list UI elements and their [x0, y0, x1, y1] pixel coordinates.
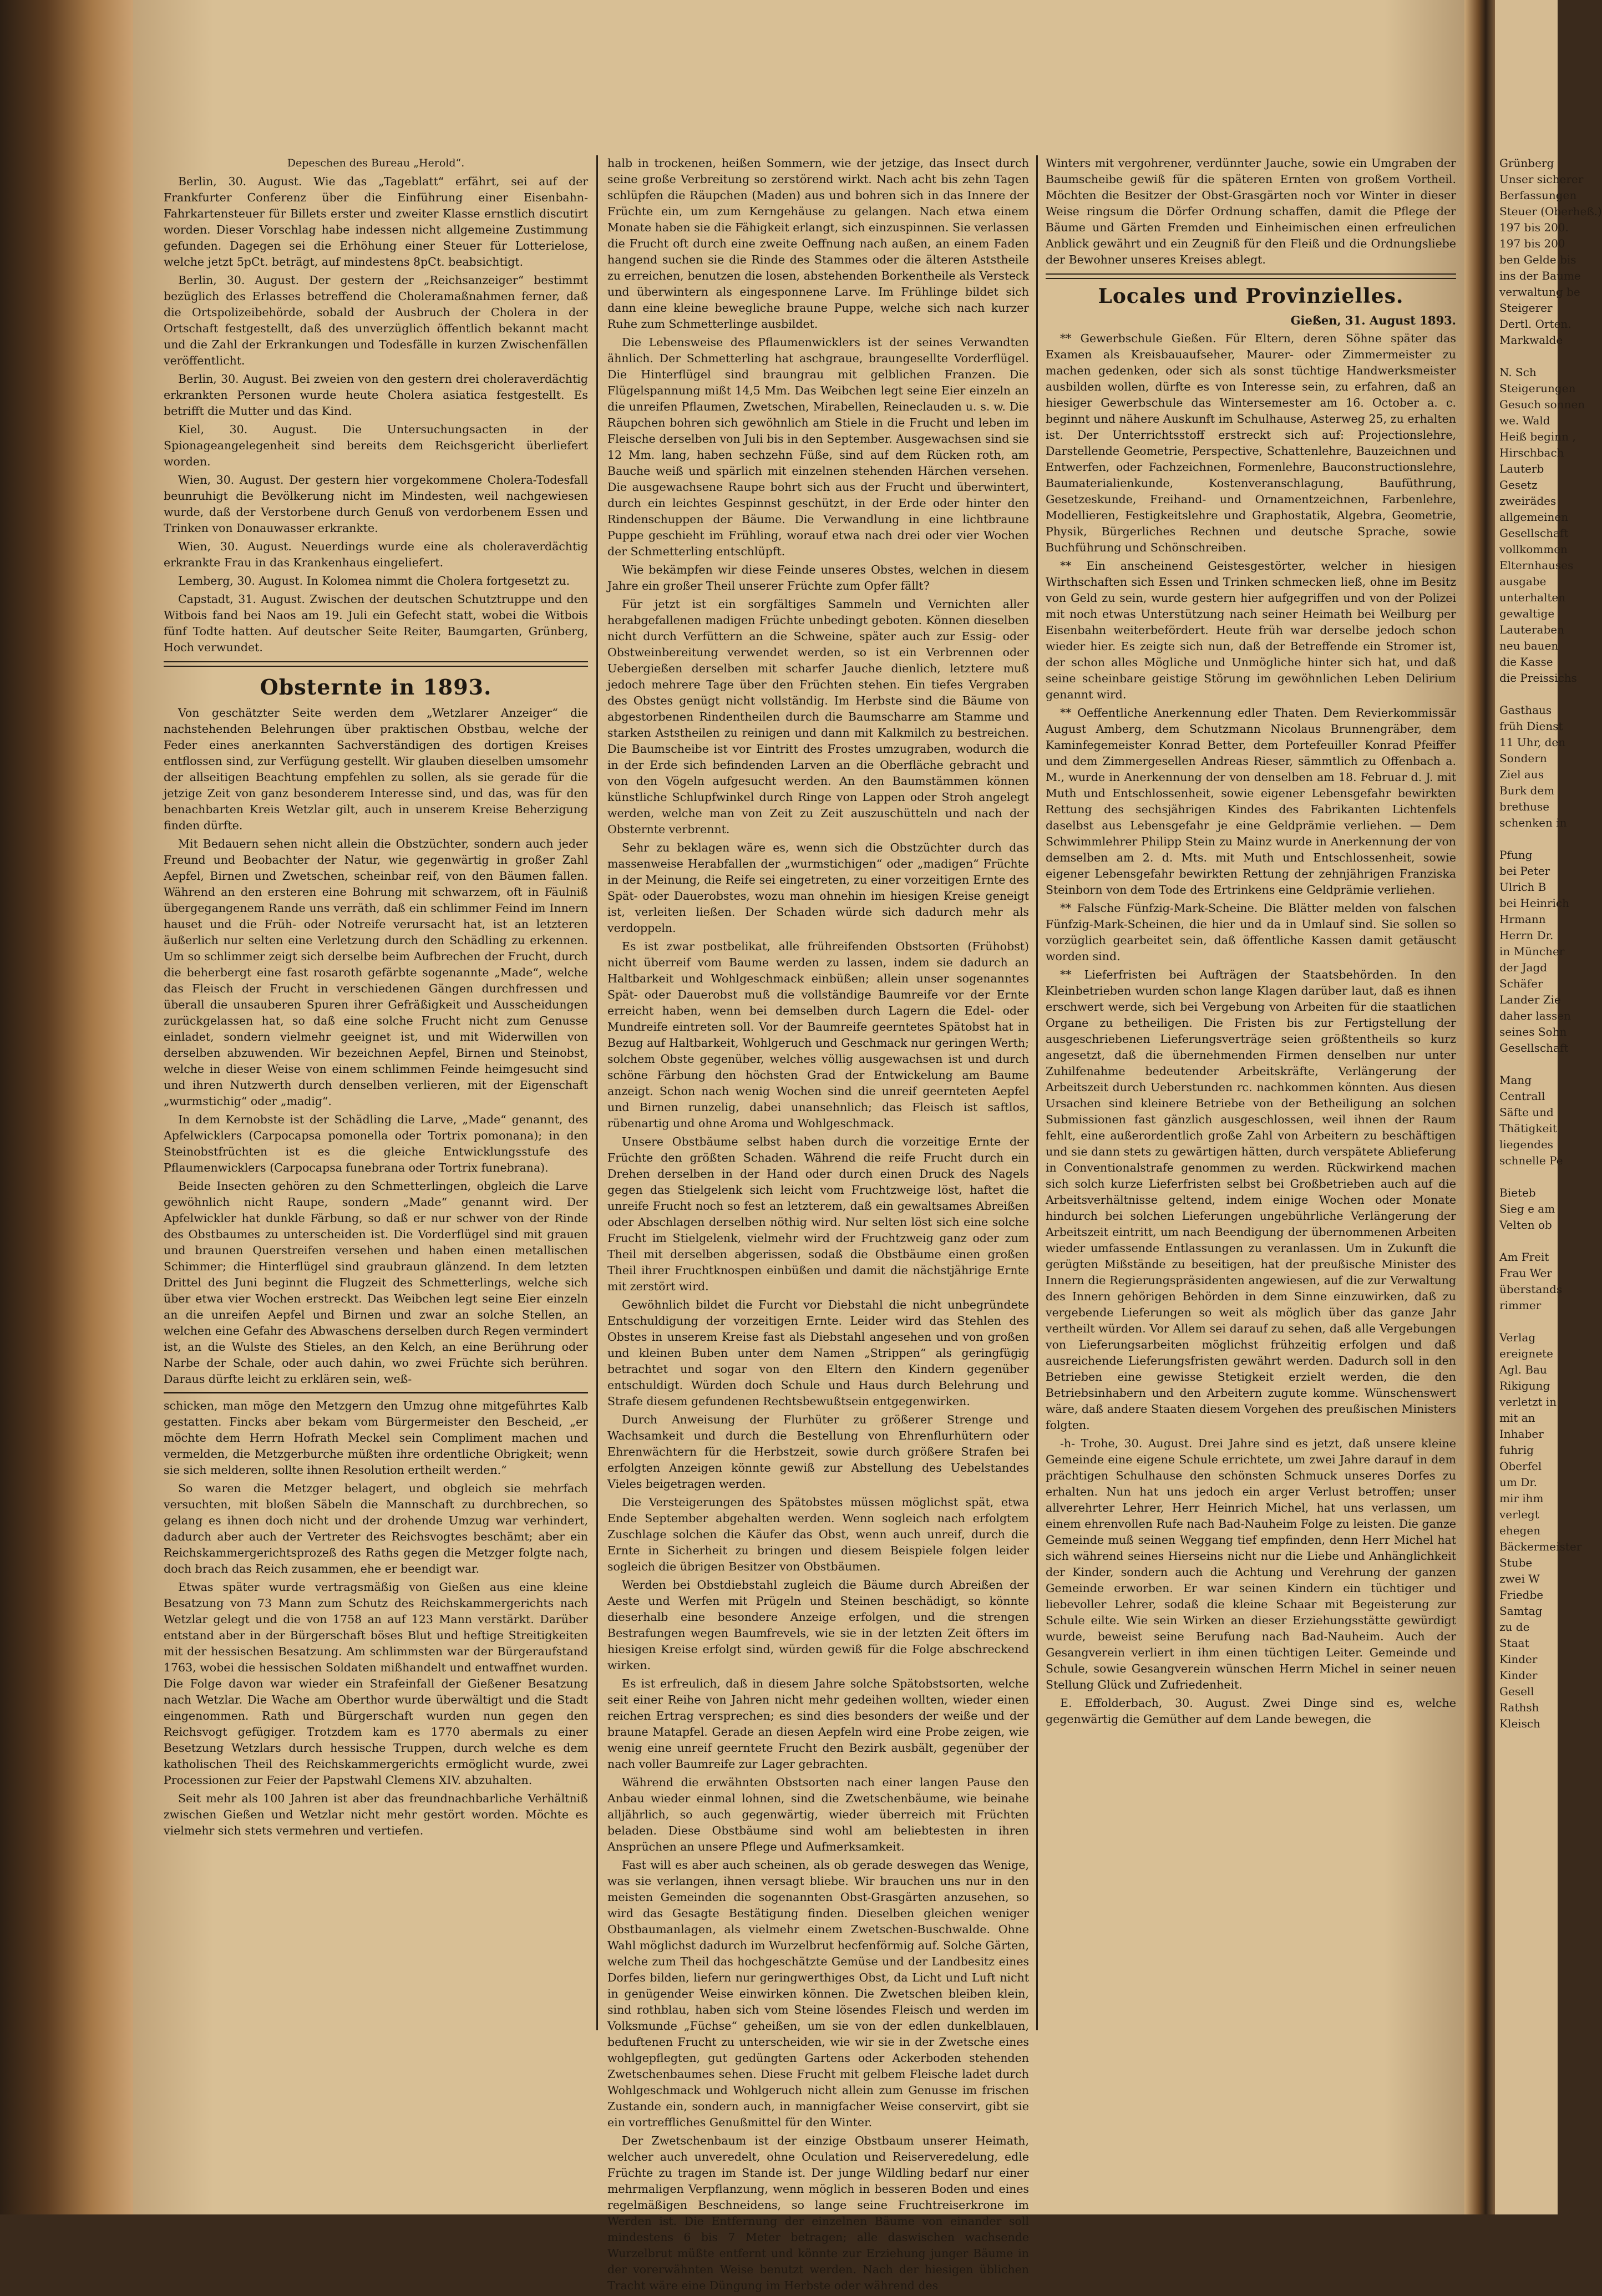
adjacent-page-line: Markwalde	[1499, 333, 1563, 347]
adjacent-page-line: 11 Uhr, den	[1499, 736, 1566, 749]
adjacent-page-line: Elternhauses	[1499, 559, 1574, 572]
news-item-gewerbschule: ** Gewerbschule Gießen. Für Eltern, deren Söhne später das Examen als Kreisbauaufseher, Maurer- oder Zimmermeister zu machen gedenken, oder sich als sonst tüchtige Handwerksmeister ausbilden wollen, dürfte es von Interesse sein, zu erfahren, daß an hiesiger Gewerbschule das Wintersemester am 16. October a. c. beginnt und nähere Auskunft im Schulhause, Asterweg 25, zu erhalten ist. Der Unterrichtsstoff erstreckt sich auf: Projectionslehre, Darstellende Geometrie, Perspective, Schattenlehre, Bauzeichnen und Entwerfen, oder Fachzeichnen, Formenlehre, Bauconstructionslehre, Baumaterialienkunde, Kostenveranschlagung, Baufüthrung, Gesetzeskunde, Freihand- und Ornamentzeichnen, Farbenlehre, Modellieren, Festigkeitslehre und Graphostatik, Algebra, Geometrie, Physik, Bürgerliches Rechnen und deutsche Sprache, sowie Buchführung und Schönschreiben.	[1046, 332, 1456, 554]
adjacent-page-line: Gesell	[1499, 1685, 1534, 1698]
adjacent-page-line: verwaltung be	[1499, 285, 1580, 298]
adjacent-page-line: Lander Zie	[1499, 993, 1561, 1006]
article-paragraph: Fast will es aber auch scheinen, als ob gerade deswegen das Wenige, was sie verlangen, ihnen versagt bliebe. Wir brauchen uns nur in den meisten Gemeinden die sogenannten Obst-Grasgärten anzusehen, so wird das Gesagte Bestätigung finden. Dieselben gleichen weniger Obstbaumanlagen, als vielmehr einem Zwetschen-Buschwalde. Ohne Wahl möglichst dadurch im Wurzelbrut hecfenförmig auf. Solche Gärten, welche zum Theil das hochgeschätzte Gemüse und der Landbesitz eines Dorfes bilden, liefern nur geringwerthiges Obst, da Licht und Luft nicht in genügender Weise einwirken können. Die Zwetschen bleiben klein, sind rothblau, haben sich vom Steine lösendes Fleisch und werden im Volksmunde „Füchse“ geheißen, um sie von der edlen dunkelblauen, beduftenen Frucht zu unterscheiden, wie wir sie in der Zwetsche eines wohlgepflegten, gut gedüngten Gartens oder Ackerboden stehenden Zwetschenbaumes sehen. Diese Frucht mit gelbem Fleische ladet durch Wohlgeschmack und Wohlgeruch nicht allein zum Genusse im frischen Zustande ein, sondern auch, in mannigfacher Weise conservirt, gibt sie ein vortreffliches Genußmittel für den Winter.	[607, 1858, 1029, 2129]
adjacent-page-line: ins der Baume	[1499, 269, 1581, 282]
article-paragraph: In dem Kernobste ist der Schädling die Larve, „Made“ genannt, des Apfelwicklers (Carpocapsa pomonella oder Tortrix pomonana); in den Steinobstfrüchten ist es die gleiche Entwicklungsstufe des Pflaumenwicklers (Carpocapsa funebrana oder Tortrix funebrana).	[164, 1113, 588, 1174]
article-paragraph: Die Lebensweise des Pflaumenwicklers ist der seines Verwandten ähnlich. Der Schmetterling hat aschgraue, braungesellte Vorderflügel. Die Hinterflügel sind braungrau mit gelblichen Franzen. Die Flügelspannung mißt 14,5 Mm. Das Weibchen legt seine Eier einzeln an die unreifen Pflaumen, Zwetschen, Mirabellen, Reineclauden u. s. w. Die Räupchen bohren sich gewöhnlich am Stiele in die Frucht und leben im Fleische derselben von Juli bis in den September. Ausgewachsen sind sie 12 Mm. lang, haben sechzehn Füße, sind auf dem Rücken roth, am Bauche weiß und spärlich mit einzelnen stehenden Härchen versehen. Die ausgewachsene Raupe bohrt sich aus der Frucht und überwintert, durch ein leichtes Gespinnst geschützt, in der Erde oder hinter den Rindenschuppen der Bäume. Die Verwandlung in eine lichtbraune Puppe geschieht im Frühling, worauf etwa nach drei oder vier Wochen der Schmetterling entschlüpft.	[607, 336, 1029, 558]
adjacent-page-line: Pfung	[1499, 848, 1533, 861]
adjacent-page-line: Gasthaus	[1499, 703, 1552, 717]
adjacent-page-line: Gesellschaft	[1499, 526, 1569, 540]
adjacent-page-line: ausgabe	[1499, 575, 1547, 588]
adjacent-page-line: Steigerer	[1499, 301, 1553, 315]
article-paragraph: Für jetzt ist ein sorgfältiges Sammeln und Vernichten aller herabgefallenen madigen Früchte unbedingt geboten. Können dieselben nicht durch Verfüttern an die Schweine, später auch zur Essig- oder Obstweinbereitung verwendet werden, so ist ein Verbrennen oder Uebergießen derselben mit scharfer Jauche dienlich, letztere muß jedoch mehrere Tage über den Früchten stehen. Ein tiefes Vergraben des Obstes genügt nicht vollständig. Im Herbste sind die Bäume von abgestorbenen Rindentheilen durch die Baumscharre am Stamme und starken Aststheilen zu reinigen und dann mit Kalkmilch zu bestreichen. Die Baumscheibe ist vor Eintritt des Frostes umzugraben, wodurch die in der Erde sich befindenden Larven an die Oberfläche gebracht und von den Vögeln aufgesucht werden. An den Baumstämmen können künstliche Schlupfwinkel durch Ringe von Lappen oder Stroh angelegt werden, welche man von Zeit zu Zeit auszuschütteln und nach der Obsternte verbrennt.	[607, 597, 1029, 836]
adjacent-page-line: Verlag	[1499, 1331, 1536, 1344]
adjacent-page-line: N. Sch	[1499, 366, 1537, 379]
adjacent-page-line: Thätigkeit	[1499, 1122, 1557, 1135]
adjacent-page-line: schenken in	[1499, 816, 1567, 829]
feuilleton-paragraph: So waren die Metzger belagert, und obgleich sie mehrfach versuchten, mit bloßen Säbeln die Mannschaft zu durchbrechen, so gelang es ihnen doch nicht und der drohende Umzug war verhindert, dadurch aber auch der Vertreter des Reichsvogtes beschämt; aber ein Reichskammergerichtsprozeß des Raths gegen die Metzger folgte nach, doch brach das Reich zusammen, ehe er beendigt war.	[164, 1482, 588, 1575]
news-item-anerkennung: ** Oeffentliche Anerkennung edler Thaten. Dem Revierkommissär August Amberg, dem Schutzmann Nicolaus Brunnengräber, dem Kaminfegemeister Konrad Better, dem Portefeuiller Konrad Pfeiffer und dem Zimmergesellen Andreas Rieser, sämmtlich zu Offenbach a. M., wurde in Anerkennung der von denselben am 18. Februar d. J. mit Muth und Entschlossenheit, sowie eigener Lebensgefahr bewirkten Rettung des sechsjährigen Kindes des Fabrikanten Lichtenfels daselbst aus Lebensgefahr je eine Geldprämie verliehen. — Dem Schwimmlehrer Philipp Stein zu Mainz wurde in Anerkennung der von demselben am 2. d. Mts. mit Muth und Entschlossenheit, sowie eigener Lebensgefahr bewirkten Rettung der zehnjährigen Franziska Steinborn von dem Tode des Ertrinkens eine Geldprämie verliehen.	[1046, 706, 1456, 896]
adjacent-page-line: fuhrig	[1499, 1443, 1534, 1457]
adjacent-page-line: mir ihm	[1499, 1492, 1544, 1505]
telegram-kiel: Kiel, 30. August. Die Untersuchungsacten in der Spionageangelegenheit sind bereits dem Reichsgericht überliefert worden.	[164, 423, 588, 468]
article-paragraph: Durch Anweisung der Flurhüter zu größerer Strenge und Wachsamkeit und durch die Bestellung von Ehrenflurhütern oder Ehrenwächtern für die Herbstzeit, sowie durch größere Strafen bei erfolgten Anzeigen könnte gewiß zur Abstellung des Uebelstandes Vieles beigetragen werden.	[607, 1413, 1029, 1491]
adjacent-page-line: Unser sicherer	[1499, 173, 1584, 186]
column-rule-2	[1036, 155, 1038, 2030]
adjacent-page-line: Burk dem	[1499, 784, 1555, 797]
adjacent-page-line: Grünberg	[1499, 156, 1554, 170]
article-paragraph: Es ist erfreulich, daß in diesem Jahre solche Spätobstsorten, welche seit einer Reihe von Jahren nicht mehr gedeihen wollten, wieder einen reichen Ertrag versprechen; es sind dies besonders der weiße und der braune Matapfel. Gerade an diesen Aepfeln wird eine Probe zeigen, wie wenig eine unreif geerntete Frucht den Bezirk ausbält, gegenüber der nach voller Baumreife zur Lager gebrachten.	[607, 1677, 1029, 1771]
article-paragraph: Mit Bedauern sehen nicht allein die Obstzüchter, sondern auch jeder Freund und Beobachter der Natur, wie gegenwärtig in großer Zahl Aepfel, Birnen und Zwetschen, scheinbar reif, von den Bäumen fallen. Während an den ersteren eine Bohrung mit schwarzem, oft in Fäulniß übergegangenem Rande uns verräth, daß ein schlimmer Feind im Innern hauset und die Früh- oder Notreife verursacht hat, ist an letzteren äußerlich nur selten eine Verletzung durch den Schädling zu erkennen. Um so schlimmer zeigt sich derselbe beim Aufbrechen der Frucht, durch die beherbergt eine fast rosaroth gefärbte sogenannte „Made“, welche das Fleisch der Frucht in verschiedenen Gängen durchfressen und überall die unsauberen Spuren ihrer Gefräßigkeit und Ausscheidungen zurückgelassen hat, so daß eine solche Frucht nicht zum Genusse einladet, sondern vielmehr geeignet ist, und mit Widerwillen von derselben abzuwenden. Wir bezeichnen Aepfel, Birnen und Steinobst, welche in dieser Weise von einem schlimmen Feinde heimgesucht sind und ihren Nutzwerth durch denselben verlieren, mit der Eigenschaft „wurmstichig“ oder „madig“.	[164, 837, 588, 1108]
article-paragraph: Es ist zwar postbelikat, alle frühreifenden Obstsorten (Frühobst) nicht überreif vom Baume werden zu lassen, indem sie dadurch an Haltbarkeit und Wohlgeschmack einbüßen; allein unser sogenanntes Spät- oder Dauerobst muß die vollständige Baumreife vor der Ernte erreicht haben, wenn bei demselben durch Lagern die Edel- oder Mundreife eintreten soll. Vor der Baumreife geerntetes Spätobst hat in Bezug auf Haltbarkeit, Wohlgeruch und Geschmack nur geringen Werth; solchem Obste gegenüber, welches völlig ausgewachsen ist und durch schöne Färbung den höchsten Grad der Entwickelung am Baume anzeigt. Schon nach wenig Wochen sind die unreif geernteten Aepfel und Birnen runzelig, dabei unansehnlich; das Fleisch ist saftlos, rübenartig und ohne Aroma und Wohlgeschmack.	[607, 940, 1029, 1130]
adjacent-page-line: Friedbe	[1499, 1588, 1544, 1601]
adjacent-page-line: Herrn Dr.	[1499, 929, 1554, 942]
adjacent-page-line: Bäckermeister	[1499, 1540, 1582, 1553]
article-paragraph: halb in trockenen, heißen Sommern, wie der jetzige, das Insect durch seine große Verbreitung so zerstörend wirkt. Nach acht bis zehn Tagen schlüpfen die Räupchen (Maden) aus und bohren sich in das Innere der Früchte ein, um zum Kerngehäuse zu gelangen. Nach etwa einem Monate haben sie die Fähigkeit erlangt, sich einzuspinnen. Sie verlassen die Frucht oft durch eine zweite Oeffnung nach außen, an einem Faden hangend suchen sie die Rinde des Stammes oder die älteren Aststheile zu erreichen, benutzen die losen, abstehenden Borkentheile als Versteck und überwintern als eingesponnene Larve. Im Frühlinge bildet sich dann eine kleine bewegliche braune Puppe, welche sich nach kurzer Ruhe zum Schmetterlinge ausbildet.	[607, 156, 1029, 331]
adjacent-page-line: Gesellschaft	[1499, 1041, 1569, 1055]
article-heading-obsternte: Obsternte in 1893.	[260, 675, 492, 700]
adjacent-page-line: früh Dienst	[1499, 719, 1563, 733]
adjacent-page-line: 197 bis 200.	[1499, 221, 1569, 234]
section-divider	[1046, 273, 1456, 279]
adjacent-page-line: Berfassungen	[1499, 189, 1577, 202]
adjacent-page-line: Steigerungen	[1499, 382, 1576, 395]
adjacent-page-line: Rikigung	[1499, 1379, 1550, 1392]
feuilleton-divider	[164, 1392, 588, 1393]
adjacent-page-line	[1499, 348, 1558, 364]
adjacent-page-line: bei Peter	[1499, 864, 1550, 878]
adjacent-page-line: Sieg e am	[1499, 1202, 1555, 1215]
adjacent-page-line: die Preissichs	[1499, 671, 1577, 685]
news-item-trohe: -h- Trohe, 30. August. Drei Jahre sind es jetzt, daß unsere kleine Gemeinde eine eigene Schule errichtete, um zwei Jahre darauf in dem prächtigen Schulhause den schönsten Schmuck unseres Dorfes zu erhalten. Nun hat uns jedoch ein arger Verlust betroffen; unser allverehrter Lehrer, Herr Heinrich Michel, hat uns verlassen, um einem ehrenvollen Rufe nach Bad-Nauheim Folge zu leisten. Die ganze Gemeinde muß seinen Weggang tief empfinden, denn Herr Michel hat sich während seines Hierseins nicht nur die Liebe und Anhänglichkeit der Kinder, sondern auch die Achtung und Verehrung der ganzen Gemeinde erworben. Er war seinen Kindern ein tüchtiger und liebevoller Lehrer, sodaß die kleine Schaar mit Begeisterung zur Schule eilte. Wie sein Wirken an dieser Erziehungsstätte gewürdigt wurde, beweist seine Berufung nach Bad-Nauheim. Auch der Gesangverein verliert in ihm einen tüchtigen Leiter. Gemeinde und Schule, sowie Gesangverein wünschen Herrn Michel in seiner neuen Stellung Glück und Zufriedenheit.	[1046, 1437, 1456, 1691]
adjacent-page-line: der Jagd	[1499, 961, 1548, 974]
article-paragraph: Werden bei Obstdiebstahl zugleich die Bäume durch Abreißen der Aeste und Werfen mit Prügeln und Steinen beschädigt, so könnte dieserhalb eine besondere Anzeige erfolgen, und die strengen Bestrafungen wegen Baumfrevels, wie sie in der letzten Zeit öfters im hiesigen Kreise erfolgt sind, würden gewiß für die Folge abschreckend wirken.	[607, 1578, 1029, 1672]
adjacent-page-line	[1499, 686, 1558, 702]
adjacent-page-line: Ulrich B	[1499, 880, 1547, 894]
adjacent-page-line: um Dr.	[1499, 1476, 1537, 1489]
adjacent-page-line: Inhaber	[1499, 1427, 1544, 1441]
adjacent-page-line: Bieteb	[1499, 1186, 1536, 1199]
adjacent-page-line: Lauterb	[1499, 462, 1544, 475]
adjacent-page-line: Gesetz	[1499, 478, 1538, 491]
adjacent-page-line	[1499, 1314, 1558, 1330]
telegram-berlin-1: Berlin, 30. August. Wie das „Tageblatt“ erfährt, sei auf der Frankfurter Conferenz über die Einführung einer Eisenbahn-Fahrkartensteuer für Billets erster und zweiter Klasse ernstlich discutirt worden. Dieser Vorschlag habe indessen nicht allgemeine Zustimmung gefunden. Dagegen sei die Erhöhung einer Steuer für Lotterielose, welche jetzt 5pCt. beträgt, auf mindestens 8pCt. beabsichtigt.	[164, 175, 588, 268]
adjacent-page-line: zweirädes	[1499, 494, 1557, 508]
adjacent-page-line: Hrmann	[1499, 913, 1546, 926]
column-rule-1	[596, 155, 598, 2030]
article-paragraph: Der Zwetschenbaum ist der einzige Obstbaum unserer Heimath, welcher auch unveredelt, ohne Oculation und Reiserveredelung, edle Früchte zu tragen im Stande ist. Der junge Wildling bedarf nur einer mehrmaligen Verpflanzung, wenn möglich in besseren Boden und eines regelmäßigen Beschneidens, so lange seine Fruchtreiserkrone im Werden ist. Die Entfernung der einzelnen Bäume von einander soll mindestens 6 bis 7 Meter betragen; alle daswischen wachsende Wurzelbrut müßte entfernt und könnte zur Erziehung junger Bäume in der vorerwähnten Weise benutzt werden. Nach der hiesigen üblichen Tracht wäre eine Düngung im Herbste oder während des	[607, 2134, 1029, 2292]
adjacent-page-line: ben Gelde bis	[1499, 253, 1576, 266]
adjacent-page-line: verlegt	[1499, 1508, 1539, 1521]
column-1	[164, 155, 588, 1841]
adjacent-page-line: in Müncher	[1499, 945, 1565, 958]
telegram-berlin-3: Berlin, 30. August. Bei zweien von den gestern drei choleraverdächtig erkrankten Personen wurde heute Cholera asiatica festgestellt. Es betrifft die Mutter und das Kind.	[164, 372, 588, 418]
telegram-kicker: Depeschen des Bureau „Herold“.	[287, 157, 465, 169]
adjacent-page-line: Kinder	[1499, 1669, 1538, 1682]
feuilleton-paragraph: schicken, man möge den Metzgern den Umzug ohne mitgeführtes Kalb gestatten. Fincks aber bekam vom Bürgermeister den Bescheid, „er möchte dem Herrn Hofrath Meckel sein Compliment machen und vermelden, die Metzgerburche müßten ihre ordentliche Obrigkeit; wenn sie sich melderen, sollte ihnen Resolution ertheilt werden.“	[164, 1399, 588, 1477]
adjacent-page-line: Rathsh	[1499, 1701, 1539, 1714]
feuilleton-paragraph: Seit mehr als 100 Jahren ist aber das freundnachbarliche Verhältniß zwischen Gießen und Wetzlar nicht mehr gestört worden. Möchte es vielmehr sich stets vermehren und vertiefen.	[164, 1792, 588, 1837]
adjacent-page-line	[1499, 1169, 1558, 1185]
telegram-wien-1: Wien, 30. August. Der gestern hier vorgekommene Cholera-Todesfall beunruhigt die Bevölkerung nicht im Mindesten, weil nachgewiesen wurde, daß der Verstorbene durch Genuß von verdorbenem Essen und Trinken von Donauwasser erkrankte.	[164, 473, 588, 535]
adjacent-page-line: Lauteraben	[1499, 623, 1564, 636]
adjacent-page-line	[1499, 1233, 1558, 1249]
adjacent-page-line: zu de	[1499, 1620, 1530, 1634]
article-paragraph: Die Versteigerungen des Spätobstes müssen möglichst spät, etwa Ende September abgehalten werden. Wenn sogleich nach erfolgtem Zuschlage solchen die Käufer das Obst, wenn auch unreif, durch die Ernte in Sicherheit zu bringen und diesem Beispiele folgen leider sogleich die übrigen Besitzer von Obstbäumen.	[607, 1496, 1029, 1573]
column-3	[1046, 155, 1456, 1730]
adjacent-page-line: Frau Wer	[1499, 1266, 1552, 1280]
adjacent-page-line: Velten ob	[1499, 1218, 1552, 1231]
adjacent-page-line	[1499, 1056, 1558, 1072]
adjacent-page-line: Oberfel	[1499, 1459, 1542, 1473]
adjacent-page-line: 197 bis 200	[1499, 237, 1565, 250]
adjacent-page-line: liegendes	[1499, 1138, 1554, 1151]
telegram-capstadt: Capstadt, 31. August. Zwischen der deutschen Schutztruppe und den Witbois fand bei Naos am 19. Juli ein Gefecht statt, wobei die Witbois fünf Todte hatten. Auf deutscher Seite Reiter, Baumgarten, Grünberg, Hoch verwundet.	[164, 592, 588, 654]
adjacent-page-line: neu bauen	[1499, 639, 1559, 652]
adjacent-page-line: Gesuch sonnen	[1499, 398, 1585, 411]
adjacent-page-line: Kinder	[1499, 1653, 1538, 1666]
telegram-wien-2: Wien, 30. August. Neuerdings wurde eine als choleraverdächtig erkrankte Frau in das Krankenhaus eingeliefert.	[164, 540, 588, 569]
book-gutter	[1464, 0, 1495, 2214]
news-item-effolderbach: E. Effolderbach, 30. August. Zwei Dinge sind es, welche gegenwärtig die Gemüther auf dem Lande bewegen, die	[1046, 1696, 1456, 1726]
adjacent-page-line: allgemeinen	[1499, 510, 1569, 524]
adjacent-page-line: Säfte und	[1499, 1106, 1554, 1119]
article-paragraph: Unsere Obstbäume selbst haben durch die vorzeitige Ernte der Früchte den größten Schaden. Während die reife Frucht durch ein Drehen derselben in der Hand oder durch einen Druck des Nagels gegen das Stielgelenk sich leicht vom Fruchtzweige löst, haftet die unreife Frucht noch so fest an letzterem, daß ein gewaltsames Abreißen oder Abschlagen derselben nöthig wird. Nur selten löst sich eine solche Frucht im Stielgelenk, vielmehr wird der Fruchtzweig ganz oder zum Theil mit derselben abgerissen, sodaß die Obstbäume einen großen Theil ihrer Fruchtknospen einbüßen und damit die nächstjährige Ernte mit zerstört wird.	[607, 1135, 1029, 1293]
adjacent-page-line: rimmer	[1499, 1299, 1542, 1312]
article-paragraph: Wie bekämpfen wir diese Feinde unseres Obstes, welchen in diesem Jahre ein großer Theil unserer Früchte zum Opfer fällt?	[607, 563, 1029, 592]
adjacent-page-line: Kleisch	[1499, 1717, 1540, 1730]
adjacent-page-line: mit an	[1499, 1411, 1535, 1425]
adjacent-page-line: vollkommen	[1499, 543, 1568, 556]
article-paragraph: Beide Insecten gehören zu den Schmetterlingen, obgleich die Larve gewöhnlich nicht Raupe, sondern „Made“ genannt wird. Der Apfelwickler hat dunkle Färbung, so daß er nur schwer von der Rinde des Obstbaumes zu unterscheiden ist. Die Vorderflügel sind mit grauen und braunen Querstreifen versehen und haben einen metallischen Schimmer; die Hinterflügel sind graubraun glänzend. In dem letzten Drittel des Juni beginnt die Flugzeit des Schmetterlings, welche sich über etwa vier Wochen erstreckt. Das Weibchen legt seine Eier einzeln an die unreifen Aepfel und Birnen und zwar an solche Stellen, an welchen eine Gefahr des Abwaschens derselben durch Regen vermindert ist, an die Wulste des Stieles, an den Kelch, an eine Berührung oder Narbe der Schale, oder auch dahin, wo zwei Früchte sich berühren. Daraus dürfte leicht zu erklären sein, weß-	[164, 1179, 588, 1386]
dateline: Gießen, 31. August 1893.	[1290, 313, 1456, 327]
article-paragraph: Winters mit vergohrener, verdünnter Jauche, sowie ein Umgraben der Baumscheibe gewiß für die späteren Ernten von großem Vortheil. Möchten die Besitzer der Obst-Grasgärten noch vor Winter in dieser Weise ringsum die Dörfer Ordnung schaffen, damit die Pflege der Bäume und Gärten Fremden und Einheimischen einen erfreulichen Anblick gewährt und ein Zeugniß für den Fleiß und die Ordnungsliebe der Bewohner unseres Kreises ablegt.	[1046, 156, 1456, 266]
adjacent-page-line: ereignete	[1499, 1347, 1554, 1360]
adjacent-page-line: Schäfer	[1499, 977, 1543, 990]
adjacent-page-line: brethuse	[1499, 800, 1550, 813]
section-divider	[164, 661, 588, 667]
adjacent-page-line: seines Sohn	[1499, 1025, 1567, 1038]
adjacent-page-line: Dertl. Orten.	[1499, 317, 1571, 331]
article-paragraph: Sehr zu beklagen wäre es, wenn sich die Obstzüchter durch das massenweise Herabfallen der „wurmstichigen“ oder „madigen“ Früchte in der Meinung, die Reife sei eingetreten, zu einer vorzeitigen Ernte des Spät- oder Dauerobstes, wozu man ohnehin im hiesigen Kreise geneigt ist, verleiten ließen. Der Schaden würde sich dadurch mehr als verdoppeln.	[607, 841, 1029, 935]
adjacent-page-line: Samtag	[1499, 1604, 1543, 1618]
article-paragraph: Während die erwähnten Obstsorten nach einer langen Pause den Anbau wieder einmal lohnen, sind die Zwetschenbäume, wie beinahe alljährlich, so auch gegenwärtig, wieder überreich mit Früchten beladen. Diese Obstbäume sind wohl am beliebtesten in ihren Ansprüchen an unsere Pflege und Aufmerksamkeit.	[607, 1776, 1029, 1853]
adjacent-page-line: die Kasse	[1499, 655, 1553, 668]
adjacent-page-line: Centrall	[1499, 1089, 1545, 1103]
article-paragraph: Von geschätzter Seite werden dem „Wetzlarer Anzeiger“ die nachstehenden Belehrungen über praktischen Obstbau, welche der Feder eines anerkannten Sachverständigen des dortigen Kreises entflossen sind, zur Verfügung gestellt. Wir glauben dieselben umsomehr der allseitigen Beachtung empfehlen zu sollen, als sie gerade für die jetzige Zeit von ganz besonderem Interesse sind, und das, was für den benachbarten Kreis Wetzlar gilt, auch in unserem Kreise Beherzigung finden dürfte.	[164, 706, 588, 832]
adjacent-page-line: Agl. Bau	[1499, 1363, 1547, 1376]
adjacent-page-text	[1495, 0, 1602, 1732]
adjacent-page-line: daher lassen	[1499, 1009, 1571, 1022]
adjacent-page-line: Heiß beginn ,	[1499, 430, 1576, 443]
adjacent-page-line: zwei W	[1499, 1572, 1540, 1585]
adjacent-page-line: Stube	[1499, 1556, 1533, 1569]
adjacent-page-line: we. Wald	[1499, 414, 1550, 427]
adjacent-page-line: ehegen	[1499, 1524, 1541, 1537]
adjacent-page-strip	[1495, 0, 1602, 2214]
adjacent-page-line: unterhalten	[1499, 591, 1566, 604]
telegram-berlin-2: Berlin, 30. August. Der gestern der „Reichsanzeiger“ bestimmt bezüglich des Erlasses betreffend die Choleramaßnahmen ferner, daß die Ortspolizeibehörde, sobald der Ausbruch der Cholera in der Ortschaft festgestellt, daß des unverzüglich öffentlich bekannt macht und die Zahl der Erkrankungen und Todesfälle in kurzen Zwischenfällen veröffentlicht.	[164, 273, 588, 367]
adjacent-page-line: Sondern	[1499, 752, 1547, 765]
adjacent-page-line: schnelle Pe	[1499, 1154, 1563, 1167]
news-item-geistesgestoerter: ** Ein anscheinend Geistesgestörter, welcher in hiesigen Wirthschaften sich Essen und Trinken schmecken ließ, ohne im Besitz von Geld zu sein, wurde gestern hier aufgegriffen und von der Polizei mit noch etwas Unterstützung nach seiner Heimath bei Weilburg per Eisenbahn weiterbefördert. Heute früh war derselbe jedoch schon wieder hier. Es zeigte sich nun, daß der Betreffende ein Stromer ist, der schon alles Mögliche und Unmögliche hinter sich hat, und daß seine scheinbare geistige Störung im gewöhnlichen Leben Delirium genannt wird.	[1046, 559, 1456, 701]
adjacent-page-line: bei Heinrich	[1499, 896, 1569, 910]
feuilleton-paragraph: Etwas später wurde vertragsmäßig von Gießen aus eine kleine Besatzung von 73 Mann zum Schutz des Reichskammergerichts nach Wetzlar gelegt und die von 1758 an auf 123 Mann verstärkt. Darüber entstand aber in der Bürgerschaft böses Blut und heftige Streitigkeiten mit der hessischen Besatzung. Am schlimmsten war der Bürgeraufstand 1763, wobei die hessischen Soldaten mißhandelt und entwaffnet wurden. Die Folge davon war wieder ein Strafeinfall der Gießener Besatzung nach Wetzlar. Die Wache am Oberthor wurde überwältigt und die Stadt eingenommen. Rath und Bürgerschaft wurden nun gegen den Reichsvogt gefügiger. Trotzdem kam es 1770 abermals zu einer Besetzung Wetzlars durch hessische Truppen, durch welche es dem katholischen Theil des Reichskammergerichts ermöglicht wurde, zwei Processionen zur Feier der Papstwahl Clemens XIV. abzuhalten.	[164, 1580, 588, 1787]
adjacent-page-line: Am Freit	[1499, 1250, 1549, 1264]
adjacent-page-line: Staat	[1499, 1636, 1529, 1650]
adjacent-page-line: Ziel aus	[1499, 768, 1544, 781]
adjacent-page-line: Steuer (Oberheß.)	[1499, 205, 1602, 218]
adjacent-page-line: verletzt in	[1499, 1395, 1557, 1408]
article-paragraph: Gewöhnlich bildet die Furcht vor Diebstahl die nicht unbegründete Entschuldigung der vorzeitigen Ernte. Leider wird das Stehlen des Obstes in unserem Kreise fast als Diebstahl angesehen und von großen und kleinen Buben unter dem Namen „Strippen“ als geringfügig betrachtet und sogar von den Eltern den Kindern gegenüber entschuldigt. Würden doch Schule und Haus durch Belehrung und Strafe diesem gefundenen Rechtsbewußtsein entgegenwirken.	[607, 1298, 1029, 1408]
adjacent-page-line: Mang	[1499, 1073, 1532, 1087]
adjacent-page-line: Hirschbach	[1499, 446, 1564, 459]
column-2	[607, 155, 1029, 2296]
section-heading-locales: Locales und Provinzielles.	[1098, 285, 1404, 308]
news-item-falsche-scheine: ** Falsche Fünfzig-Mark-Scheine. Die Blätter melden von falschen Fünfzig-Mark-Scheinen, die hier und da in Umlauf sind. Sie sollen so vorzüglich gearbeitet sein, daß öffentliche Kassen damit getäuscht worden sind.	[1046, 901, 1456, 963]
news-item-lieferfristen: ** Lieferfristen bei Aufträgen der Staatsbehörden. In den Kleinbetrieben wurden schon lange Klagen darüber laut, daß es ihnen erschwert werde, sich bei Vergebung von Arbeiten für die staatlichen Organe zu betheiligen. Die Fristen bis zur Fertigstellung der ausgeschriebenen Lieferungsverträge seien größtentheils so kurz angesetzt, daß die übernehmenden Firmen denselben nur unter Zuhilfenahme bedeutender Arbeitskräfte, Verlängerung der Arbeitszeit durch Ueberstunden rc. nachkommen könnten. Aus diesen Ursachen sind kleinere Betriebe von der Betheiligung an solchen Submissionen fast gänzlich ausgeschlossen, weil ihnen der Raum fehlt, eine außerordentlich große Zahl von Arbeitern zu beschäftigen und sie dann stets zu gewärtigen hätten, durch verspätete Ablieferung in Conventionalstrafe genommen zu werden. Rückwirkend machen sich solch kurze Lieferfristen selbst bei Großbetrieben auch auf die Arbeitsverhältnisse geltend, indem einige Wochen oder Monate hindurch bei solchen Lieferungen ungebührliche Verlängerung der Arbeitszeit eintritt, um nach Beendigung der übernommenen Arbeiten wieder umfassende Entlassungen zu veranlassen. Um in Zukunft die gerügten Mißstände zu beseitigen, hat der preußische Minister des Innern die Regierungspräsidenten angewiesen, auf die zur Verwaltung des Innern gehörigen Behörden in dem Sinne einzuwirken, daß zu vergebende Lieferungen so weit als möglich über das ganze Jahr vertheilt würden. Vor Allem sei darauf zu sehen, daß alle Vergebungen von Lieferungsarbeiten möglichst frühzeitig erfolgen und daß ausreichende Lieferungsfristen gewährt werden. Dadurch soll in den Betrieben eine gewisse Stetigkeit erzielt werden, die den Betriebsinhabern und den Arbeitern zugute komme. Wünschenswert wäre, daß andere Staaten diesem Vorgehen des preußischen Ministers folgten.	[1046, 968, 1456, 1432]
adjacent-page-line	[1499, 831, 1558, 847]
adjacent-page-line: überstands	[1499, 1283, 1563, 1296]
adjacent-page-line: gewaltige	[1499, 607, 1555, 620]
book-edge-left	[0, 0, 133, 2214]
telegram-lemberg: Lemberg, 30. August. In Kolomea nimmt die Cholera fortgesetzt zu.	[178, 574, 570, 587]
